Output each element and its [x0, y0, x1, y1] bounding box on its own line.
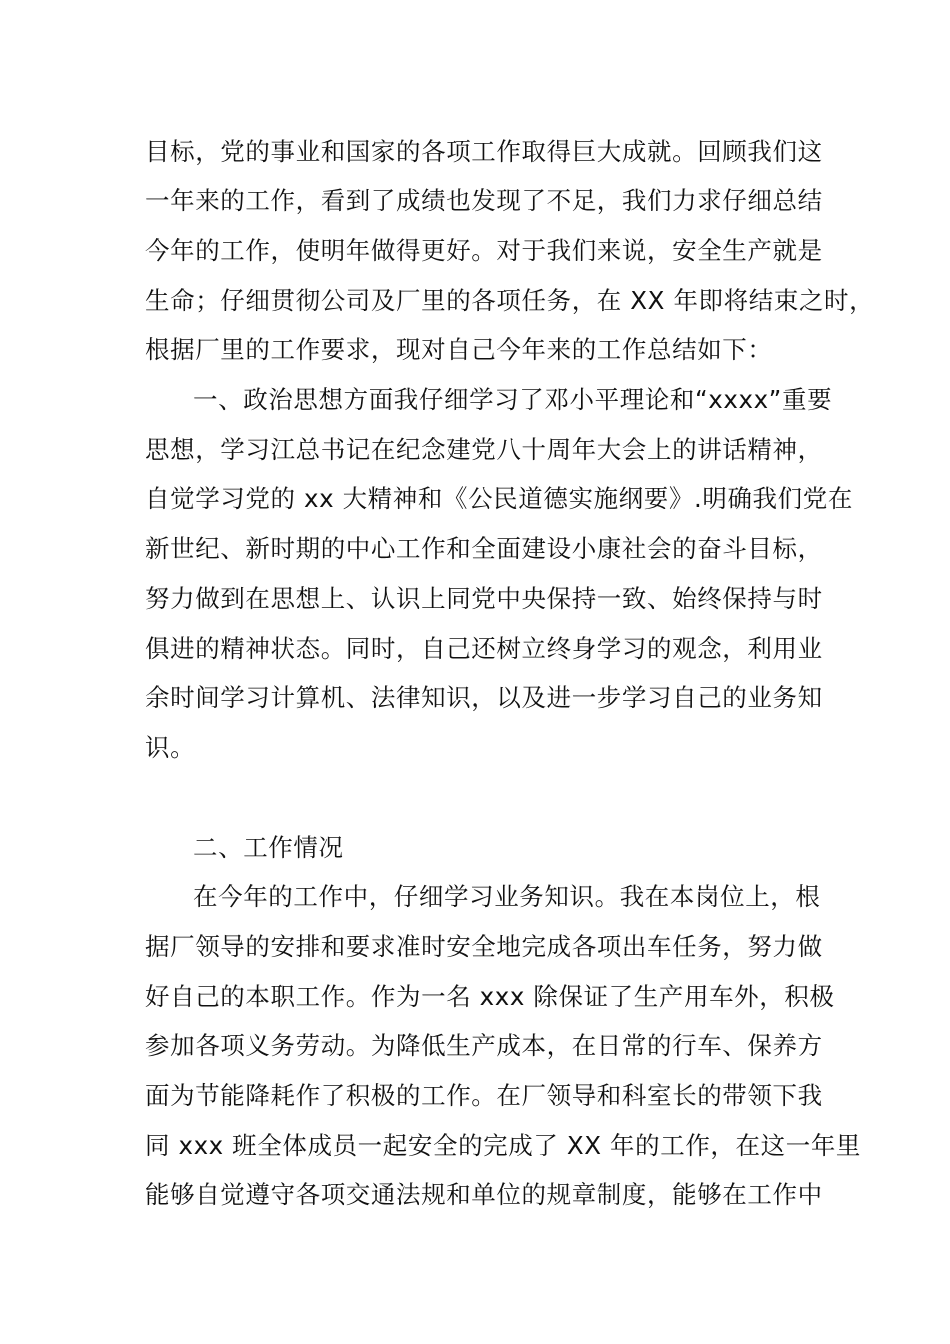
text-line: 一年来的工作，看到了成绩也发现了不足，我们力求仔细总结	[145, 186, 823, 215]
text-line: 生命；仔细贯彻公司及厂里的各项任务，在 XX 年即将结束之时，	[145, 286, 875, 315]
text-line: 据厂领导的安排和要求准时安全地完成各项出车任务，努力做	[145, 932, 823, 961]
text-line: 思想，学习江总书记在纪念建党八十周年大会上的讲话精神，	[145, 435, 823, 464]
text-line: 识。	[145, 733, 196, 762]
text-line: 努力做到在思想上、认识上同党中央保持一致、始终保持与时	[145, 584, 823, 613]
text-line: 能够自觉遵守各项交通法规和单位的规章制度，能够在工作中	[145, 1180, 823, 1209]
text-line: 俱进的精神状态。同时，自己还树立终身学习的观念，利用业	[145, 634, 823, 663]
text-line: 根据厂里的工作要求，现对自己今年来的工作总结如下：	[145, 335, 773, 364]
text-line: 新世纪、新时期的中心工作和全面建设小康社会的奋斗目标，	[145, 534, 823, 563]
text-line: 在今年的工作中，仔细学习业务知识。我在本岗位上，根	[193, 882, 821, 911]
text-line: 今年的工作，使明年做得更好。对于我们来说，安全生产就是	[145, 236, 823, 265]
text-line: 参加各项义务劳动。为降低生产成本，在日常的行车、保养方	[145, 1031, 823, 1060]
text-line: 面为节能降耗作了积极的工作。在厂领导和科室长的带领下我	[145, 1081, 823, 1110]
section-heading-politics: 一、政治思想方面我仔细学习了邓小平理论和“xxxx”重要	[193, 385, 833, 414]
text-line: 目标，党的事业和国家的各项工作取得巨大成就。回顾我们这	[145, 137, 823, 166]
text-line: 自觉学习党的 xx 大精神和《公民道德实施纲要》.明确我们党在	[145, 484, 853, 513]
text-line: 余时间学习计算机、法律知识，以及进一步学习自己的业务知	[145, 683, 823, 712]
section-heading-work: 二、工作情况	[193, 833, 344, 862]
text-line: 同 xxx 班全体成员一起安全的完成了 XX 年的工作，在这一年里	[145, 1131, 862, 1160]
text-line: 好自己的本职工作。作为一名 xxx 除保证了生产用车外，积极	[145, 982, 835, 1011]
